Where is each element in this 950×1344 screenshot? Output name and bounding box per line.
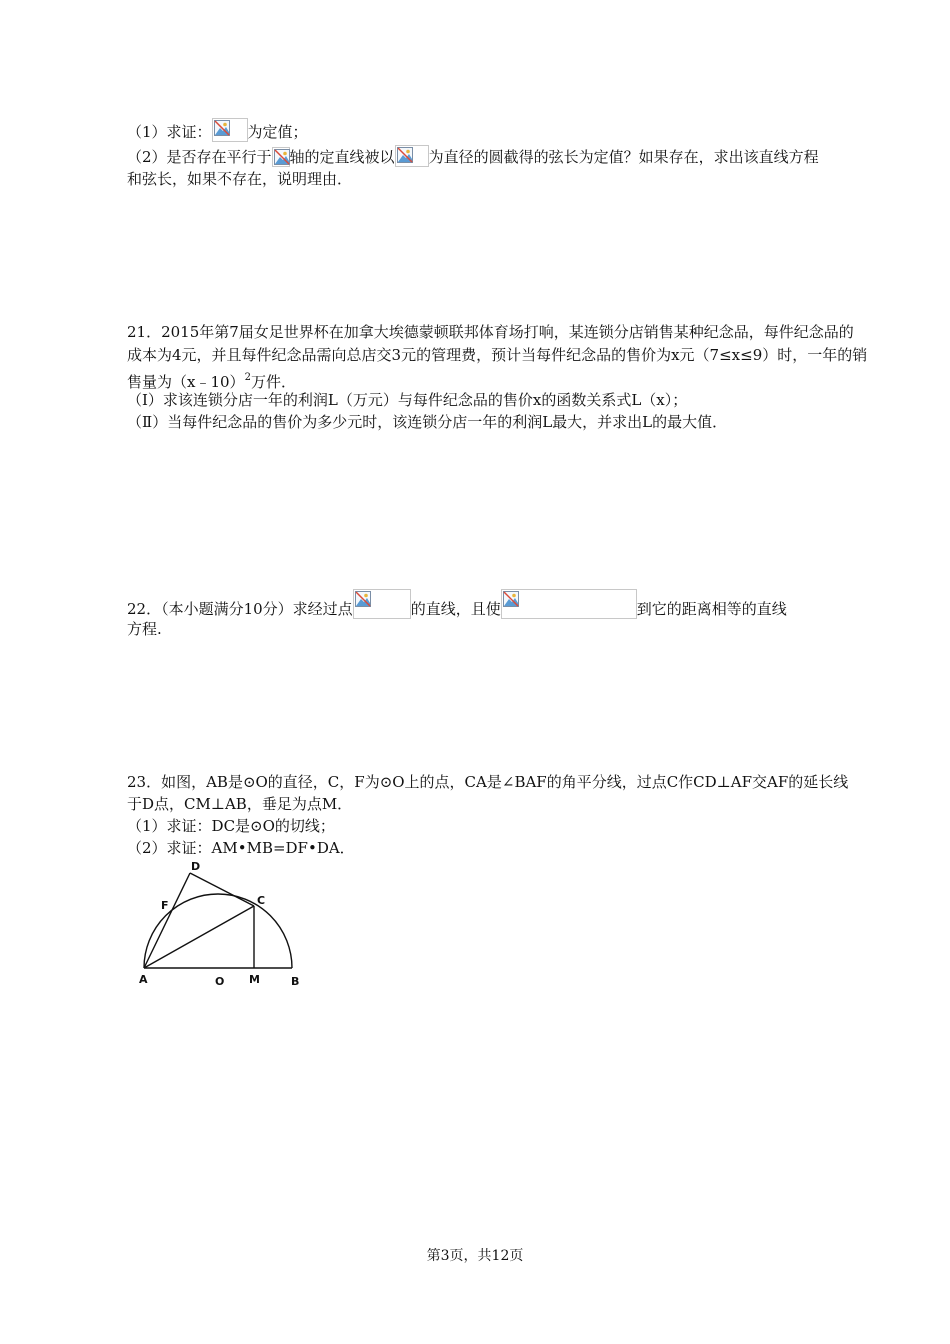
q20-part2-cont: 和弦长，如果不存在，说明理由．: [127, 170, 353, 188]
label-F: F: [161, 899, 169, 912]
q22-b: 的直线，且使: [410, 600, 501, 618]
q23-line2: 于D点，CM⊥AB，垂足为点M．: [127, 795, 353, 813]
q20-part2-c: 为直径的圆截得的弦长为定值？如果存在，求出该直线方程: [428, 148, 819, 166]
broken-image-icon: [212, 118, 248, 142]
q21-line3-b: 万件．: [250, 373, 296, 391]
q21-line3-a: 售量为（x﹣10）: [127, 373, 245, 391]
q22-a: 22．（本小题满分10分）求经过点: [127, 600, 353, 618]
q20-part2-a: （2）是否存在平行于: [127, 148, 272, 166]
broken-image-icon: [501, 589, 637, 619]
page-footer: 第3页，共12页: [426, 1248, 524, 1264]
label-D: D: [191, 860, 201, 873]
q20-part2: [127, 145, 819, 168]
segment-DC: [190, 873, 254, 906]
q21-line1: 21．2015年第7届女足世界杯在加拿大埃德蒙顿联邦体育场打响，某连锁分店销售某种纪念品，每件纪念品的: [127, 323, 854, 341]
q21-part2: （Ⅱ）当每件纪念品的售价为多少元时，该连锁分店一年的利润L最大，并求出L的最大值．: [127, 413, 728, 431]
label-M: M: [249, 973, 260, 986]
q21-line2: 成本为4元，并且每件纪念品需向总店交3元的管理费，预计当每件纪念品的售价为x元（7≤x≤9）时，一年的销: [127, 346, 868, 364]
broken-image-icon: [272, 147, 290, 167]
q20-part1: [127, 118, 308, 143]
label-O: O: [215, 975, 225, 988]
segment-AD: [144, 873, 190, 968]
q21-part1: （Ⅰ）求该连锁分店一年的利润L（万元）与每件纪念品的售价x的函数关系式L（x）；: [127, 391, 688, 409]
q21-exponent: 2: [244, 372, 251, 383]
q20-part1-suffix: 为定值；: [247, 123, 308, 141]
label-C: C: [257, 894, 266, 907]
segment-AC: [144, 906, 254, 968]
broken-image-icon: [353, 589, 411, 619]
q20-part2-b: 轴的定直线被以: [289, 148, 395, 166]
q23-geometry-figure: [127, 858, 307, 992]
q20-part1-prefix: （1）求证：: [127, 123, 212, 141]
q22-c: 到它的距离相等的直线: [636, 600, 787, 618]
label-A: A: [139, 973, 148, 986]
q23-line1: 23．如图，AB是⊙O的直径，C，F为⊙O上的点，CA是∠BAF的角平分线，过点C作CD⊥AF交AF的延长线: [127, 773, 849, 791]
label-B: B: [291, 975, 300, 988]
q22-line2: 方程.: [127, 620, 162, 638]
q22-line1: [127, 589, 787, 620]
broken-image-icon: [395, 145, 429, 167]
q23-part1: （1）求证：DC是⊙O的切线；: [127, 817, 335, 835]
q23-part2: （2）求证：AM•MB=DF•DA．: [127, 839, 355, 857]
